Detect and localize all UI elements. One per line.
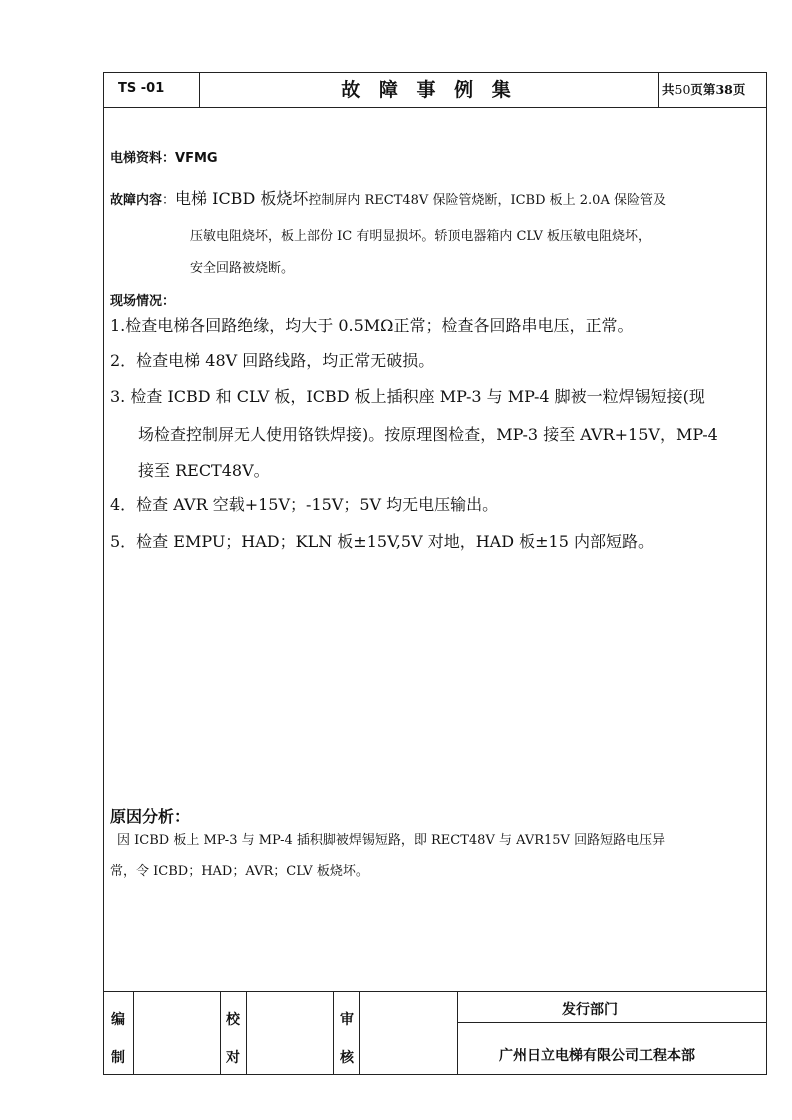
fault-text-big: 电梯 ICBD 板烧坏 xyxy=(175,189,309,208)
fault-label: 故障内容 xyxy=(110,193,163,208)
dept-name: 广州日立电梯有限公司工程本部 xyxy=(499,1048,695,1064)
site-item: 1.检查电梯各回路绝缘，均大于 0.5MΩ正常；检查各回路串电压，正常。 xyxy=(110,316,634,335)
dept-label: 发行部门 xyxy=(562,1002,618,1018)
site-item: 3. 检查 ICBD 和 CLV 板，ICBD 板上插积座 MP-3 与 MP-4 脚被一粒焊锡短接(现 xyxy=(110,387,705,406)
checker-char-1: 校 xyxy=(226,1012,240,1028)
checker-char-2: 对 xyxy=(226,1050,240,1066)
site-item: 场检查控制屏无人使用铬铁焊接)。按原理图检查，MP-3 接至 AVR+15V，MP-4 xyxy=(138,425,718,444)
site-item: 2．检查电梯 48V 回路线路，均正常无破损。 xyxy=(110,351,435,370)
header-row xyxy=(104,73,766,108)
page-indicator xyxy=(658,73,766,107)
fault-line-1 xyxy=(110,186,666,209)
fault-line-2: 压敏电阻烧坏，板上部份 IC 有明显损坏。轿顶电器箱内 CLV 板压敏电阻烧坏， xyxy=(190,229,652,244)
fault-line-3: 安全回路被烧断。 xyxy=(190,261,295,276)
editor-char-1: 编 xyxy=(111,1012,125,1028)
elevator-model: VFMG xyxy=(175,151,218,166)
doc-code: TS -01 xyxy=(104,73,200,107)
total-pages: 50 xyxy=(674,82,691,97)
editor-char-2: 制 xyxy=(111,1050,125,1066)
cause-line-1: 因 ICBD 板上 MP-3 与 MP-4 插积脚被焊锡短路，即 RECT48V 与 AVR15V 回路短路电压异 xyxy=(117,833,666,848)
doc-title: 故 障 事 例 集 xyxy=(200,73,659,107)
elevator-label: 电梯资料： xyxy=(110,151,176,166)
footer-table xyxy=(104,991,766,1075)
current-page: 38 xyxy=(715,82,733,97)
reviewer-char-2: 核 xyxy=(340,1050,354,1066)
page-mid: 页第 xyxy=(690,82,716,97)
cause-label: 原因分析： xyxy=(110,807,191,826)
site-item: 5．检查 EMPU；HAD；KLN 板±15V,5V 对地，HAD 板±15 内部短路。 xyxy=(110,532,655,551)
site-item: 接至 RECT48V。 xyxy=(138,461,270,480)
fault-text-small: 控制屏内 RECT48V 保险管烧断，ICBD 板上 2.0A 保险管及 xyxy=(308,193,666,208)
page-prefix: 共 xyxy=(662,82,675,97)
fault-colon: ： xyxy=(162,193,176,208)
elevator-info xyxy=(110,147,218,166)
reviewer-char-1: 审 xyxy=(340,1012,354,1028)
page-suffix: 页 xyxy=(732,82,746,97)
cause-line-2: 常，令 ICBD；HAD；AVR；CLV 板烧坏。 xyxy=(110,864,369,879)
site-label: 现场情况： xyxy=(110,294,176,309)
site-item: 4．检查 AVR 空载+15V；-15V；5V 均无电压输出。 xyxy=(110,495,499,514)
document-frame xyxy=(103,72,767,1075)
